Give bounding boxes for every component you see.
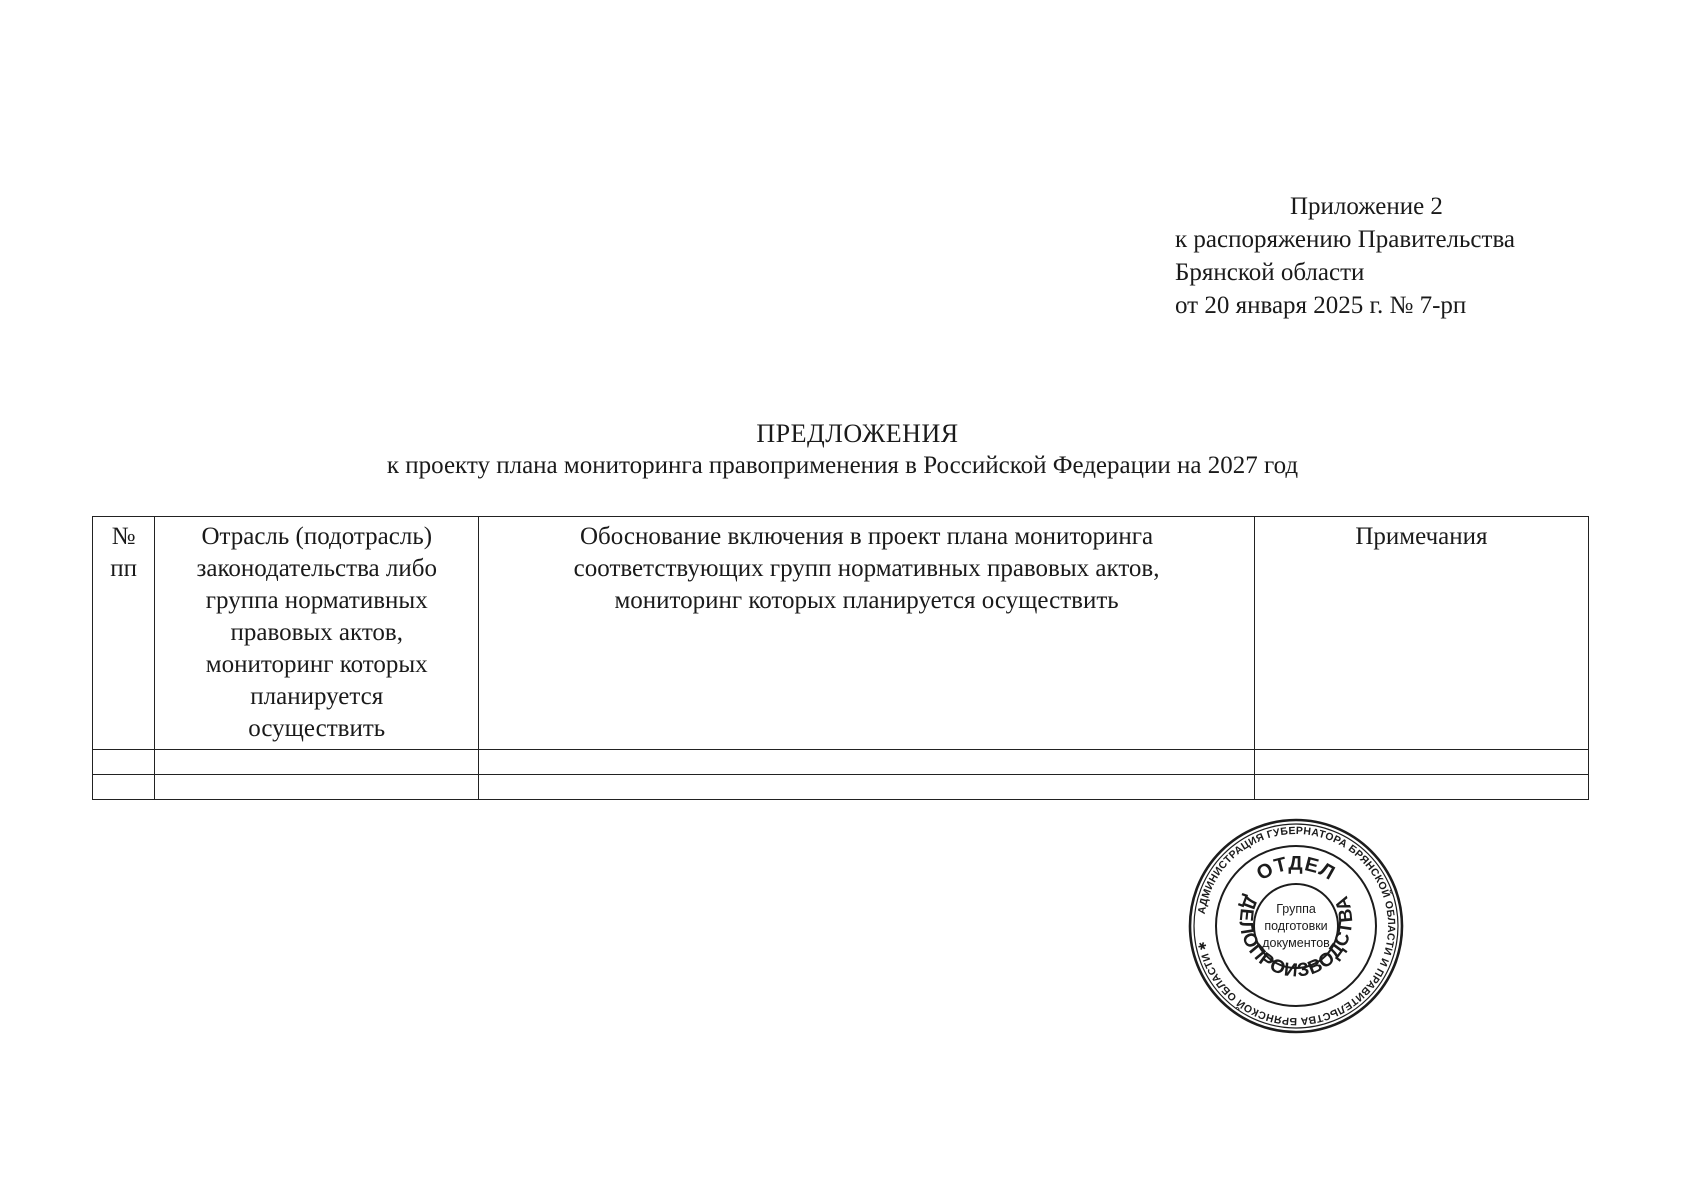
cell-number [93,775,155,800]
header-notes: Примечания [1254,517,1588,750]
stamp-center-line: документов [1262,936,1330,950]
header-branch [155,517,479,750]
header-number-line: пп [110,555,137,582]
header-reason-line: соответствующих групп нормативных правовых актов, [573,555,1160,582]
stamp-center-line: Группа [1276,902,1316,916]
appendix-date-number: от 20 января 2025 г. № 7-рп [1175,292,1467,319]
stamp-department-text: ОТДЕЛ [1253,852,1340,886]
appendix-title: Приложение 2 [1290,193,1443,220]
cell-notes [1254,775,1588,800]
stamp-center-line: подготовки [1264,919,1328,933]
header-branch-line: правовых актов, [230,619,403,646]
table-row [93,775,1589,800]
header-branch-line: осуществить [248,715,386,742]
cell-reason [479,750,1255,775]
header-branch-line: группа нормативных [205,587,428,614]
stamp-office-text: ДЕЛОПРОИЗВОДСТВА [1234,892,1358,982]
table-header-row [93,517,1589,750]
header-branch-line: Отрасль (подотрасль) [201,523,433,550]
header-branch-line: планируется [250,683,384,710]
stamp-outer-text: АДМИНИСТРАЦИЯ ГУБЕРНАТОРА БРЯНСКОЙ ОБЛАСТИ И ПРАВИТЕЛЬСТВА БРЯНСКОЙ ОБЛАСТИ ✱ [1195,824,1398,1028]
appendix-region: Брянской области [1175,259,1365,286]
cell-branch [155,750,479,775]
document-subtitle: к проекту плана мониторинга правоприменения в Российской Федерации на 2027 год [386,452,1299,479]
cell-number [93,750,155,775]
official-stamp [1187,817,1405,1035]
appendix-block [1175,190,1515,322]
cell-notes [1254,750,1588,775]
appendix-reference: к распоряжению Правительства [1175,226,1516,253]
header-reason-line: мониторинг которых планируется осуществить [614,587,1119,614]
title-block [0,418,1685,482]
header-branch-line: мониторинг которых [205,651,428,678]
stamp-graphic [1187,817,1405,1035]
header-number-line: № [111,523,136,550]
header-reason [479,517,1255,750]
table-row [93,750,1589,775]
cell-branch [155,775,479,800]
header-branch-line: законодательства либо [196,555,437,582]
proposals-table [92,516,1589,800]
cell-reason [479,775,1255,800]
svg-text:ОТДЕЛ [1253,853,1339,885]
header-reason-line: Обоснование включения в проект плана мониторинга [579,523,1154,550]
header-number [93,517,155,750]
document-title: ПРЕДЛОЖЕНИЯ [756,419,959,448]
